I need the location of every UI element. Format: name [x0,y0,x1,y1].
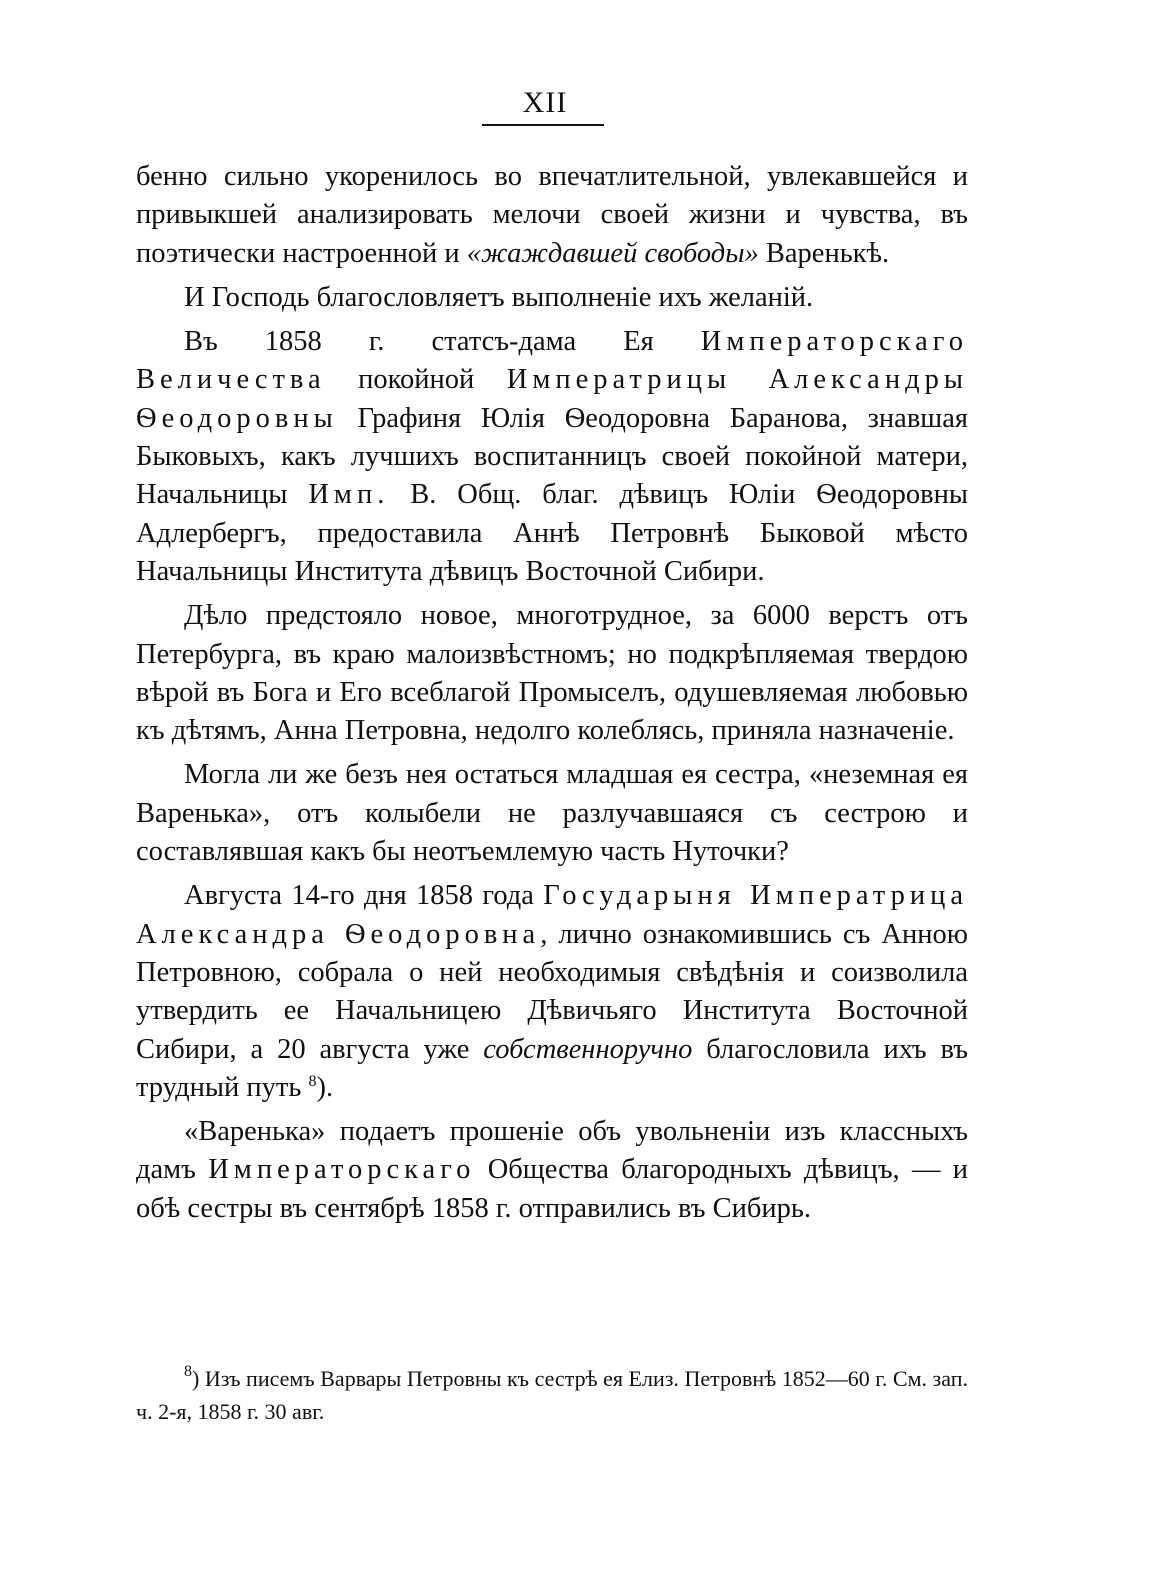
text-run: Могла ли же безъ нея остаться младшая ея сестра, «неземная ея Варенька», отъ колыбели не разлучавшаяся съ сестрою и составлявшая какъ бы неотъемлемую часть Нуточки? [136,759,968,868]
text-run: Графиня Юлія Ѳеодоровна Баранова, знавшая Быковыхъ, какъ лучшихъ воспитанницъ своей покойной матери, Начальницы [136,402,968,511]
paragraph [136,877,968,1107]
spaced-text: Государыня Императрица Александра Ѳеодоровна [136,880,968,950]
text-run: И Господь благословляетъ выполненіе ихъ желаній. [184,281,814,313]
footnote-reference: 8 [308,1072,317,1090]
paragraph [136,1113,968,1228]
text-run: Варенькѣ. [758,237,890,269]
text-run: , лично ознакомившись съ Анною Петровною, собрала о ней необходимыя свѣдѣнія и соизволила утвердить ее Начальницею Дѣвичьяго Института Восточной Сибири, а 20 августа уже [136,918,968,1065]
text-run: Общества благородныхъ дѣвицъ, — и обѣ сестры въ сентябрѣ 1858 г. отправились въ Сибирь. [136,1154,968,1224]
text-run: бенно сильно укоренилось во впечатлительной, увлекавшейся и привыкшей анализировать мелочи своей жизни и чувства, въ поэтически настроенной и [136,161,968,269]
spaced-text: Императорскаго Величества [136,326,968,396]
text-run: В. Общ. благ. дѣвицъ Юліи Ѳеодоровны Адлербергъ, предоставила Аннѣ Петровнѣ Быковой мѣсто Начальницы Института дѣвицъ Восточной Сибири. [136,479,968,587]
spaced-text: Императрицы Александры Ѳеодоровны [136,364,968,434]
page-number-rule [482,124,604,126]
text-run: Въ 1858 г. статсъ-дама Ея [184,326,701,358]
paragraph [136,158,968,273]
paragraph [136,597,968,750]
text-run: «Варенька» подаетъ прошеніе объ увольненіи изъ классныхъ дамъ [136,1116,968,1186]
page-number: XII [522,86,568,119]
footnote [136,1362,968,1428]
text-run: ). [316,1071,334,1103]
paragraph [136,756,968,871]
footnote-text: ) Изъ писемъ Варвары Петровны къ сестрѣ ея Елиз. Петровнѣ 1852—60 г. См. зап. ч. 2-я, 1858 г. 30 авг. [136,1366,968,1424]
text-run: благословила ихъ въ трудный путь [136,1033,968,1103]
spaced-text: Императорскаго [208,1154,476,1186]
spaced-text: Имп. [308,479,390,511]
italic-text: «жаждавшей свободы» [466,237,759,269]
footnote-marker: 8 [184,1363,192,1380]
paragraph [136,279,968,317]
text-run: Августа 14-го дня 1858 года [184,880,544,912]
text-run: покойной [325,364,507,396]
footnote-paragraph [136,1362,968,1428]
paragraph [136,323,968,591]
text-run: Дѣло предстояло новое, многотрудное, за 6000 верстъ отъ Петербурга, въ краю малоизвѣстномъ; но подкрѣпляемая твердою вѣрой въ Бога и Его всеблагой Промыселъ, одушевляемая любовью къ дѣтямъ, Анна Петровна, недолго колеблясь, приняла назначеніе. [136,600,968,747]
body-text [136,158,968,1228]
italic-text: собственноручно [483,1033,693,1065]
